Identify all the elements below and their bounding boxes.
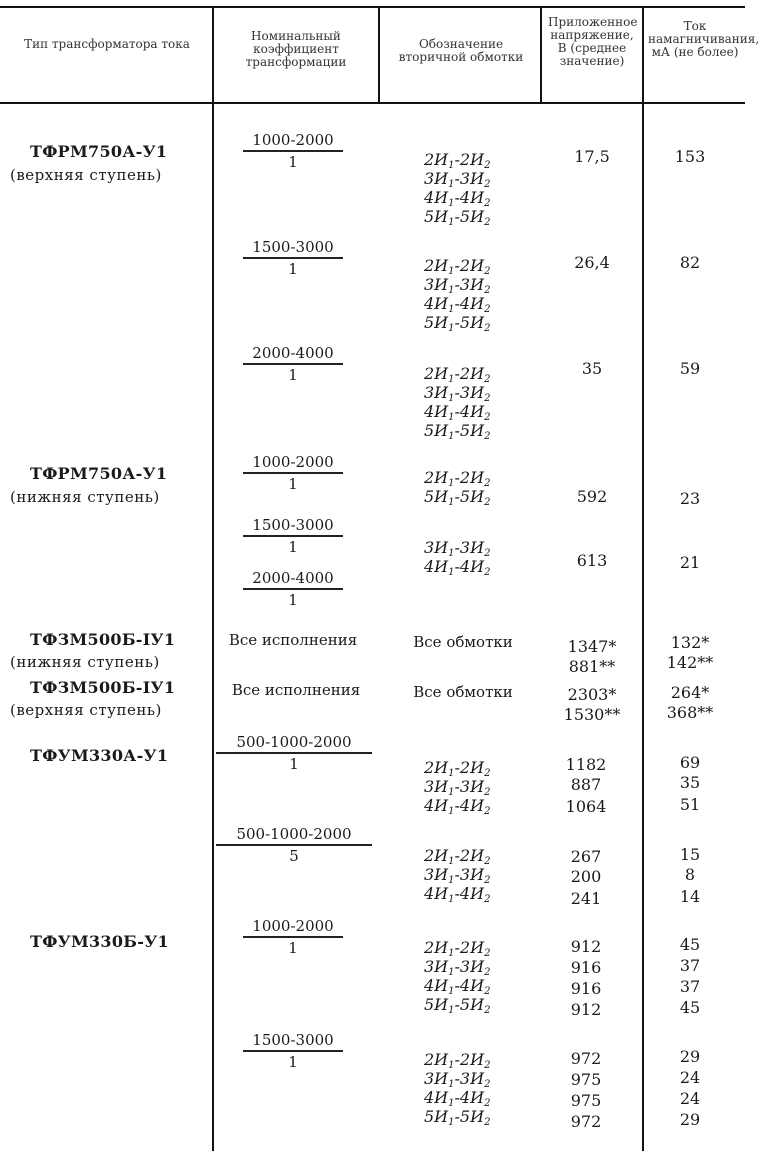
voltage-value: 912 <box>570 1000 602 1019</box>
ratio-denominator: 1 <box>288 365 298 384</box>
ratio-fraction <box>238 130 348 172</box>
all-versions-label: Все исполнения <box>228 631 358 649</box>
ratio-numerator: 1500-3000 <box>252 238 334 256</box>
ratio-denominator: 1 <box>288 474 298 493</box>
current-value: 35 <box>679 773 701 792</box>
header-bottom-rule <box>0 102 745 104</box>
transformer-type: ТФУМ330Б-У1 <box>30 932 169 951</box>
current-value: 37 <box>679 977 701 996</box>
ratio-numerator: 2000-4000 <box>252 569 334 587</box>
voltage-value: 613 <box>576 551 608 570</box>
transformer-stage: (верхняя ступень) <box>10 166 162 184</box>
current-value: 8 <box>684 865 696 884</box>
winding-list: $2И_1-2И_2$ $5И_1-5И_2$ <box>424 468 491 508</box>
voltage-value: 267 <box>570 847 602 866</box>
current-value: 51 <box>679 795 701 814</box>
transformer-stage: (нижняя ступень) <box>10 653 160 671</box>
voltage-value: 975 <box>570 1091 602 1110</box>
winding-list: $2И_1-2И_2$ $3И_1-3И_2$ $4И_1-4И_2$ <box>424 758 491 817</box>
all-windings-label: Все обмотки <box>413 683 513 701</box>
voltage-value: 2303* <box>567 685 617 704</box>
transformer-type: ТФРМ750А-У1 <box>30 464 168 483</box>
ratio-fraction <box>238 916 348 958</box>
voltage-value: 916 <box>570 958 602 977</box>
ratio-fraction <box>238 568 348 610</box>
ratio-denominator: 1 <box>288 1052 298 1071</box>
voltage-value: 17,5 <box>574 147 610 166</box>
winding-list: $2И_1-2И_2$ $3И_1-3И_2$ $4И_1-4И_2$ $5И_1-5И_2$ <box>424 364 491 442</box>
winding-list: $2И_1-2И_2$ $3И_1-3И_2$ $4И_1-4И_2$ $5И_1-5И_2$ <box>424 150 491 228</box>
header-current: Ток намагничивания, мА (не более) <box>648 19 759 59</box>
ratio-fraction <box>238 452 348 494</box>
voltage-value: 972 <box>570 1049 602 1068</box>
column-divider <box>378 8 380 102</box>
current-value: 264* <box>670 683 710 702</box>
ratio-denominator: 1 <box>288 152 298 171</box>
current-value: 37 <box>679 956 701 975</box>
voltage-value: 1064 <box>565 797 607 816</box>
ratio-denominator: 1 <box>288 938 298 957</box>
ratio-numerator: 1000-2000 <box>252 453 334 471</box>
ratio-fraction <box>214 824 374 866</box>
transformer-stage: (нижняя ступень) <box>10 488 160 506</box>
current-value: 45 <box>679 935 701 954</box>
ratio-fraction <box>214 732 374 774</box>
ratio-numerator: 1000-2000 <box>252 917 334 935</box>
voltage-value: 1182 <box>565 755 607 774</box>
header-voltage: Приложенное напряжение, В (среднее значение) <box>548 15 638 68</box>
transformer-type: ТФРМ750А-У1 <box>30 142 168 161</box>
current-value: 368** <box>666 703 714 722</box>
column-divider <box>642 8 644 1151</box>
voltage-value: 881** <box>568 657 616 676</box>
all-versions-label: Все исполнения <box>231 681 361 699</box>
winding-list: $2И_1-2И_2$ $3И_1-3И_2$ $4И_1-4И_2$ <box>424 846 491 905</box>
current-value: 24 <box>679 1089 701 1108</box>
all-windings-label: Все обмотки <box>413 633 513 651</box>
current-value: 153 <box>674 147 706 166</box>
current-value: 15 <box>679 845 701 864</box>
current-value: 82 <box>679 253 701 272</box>
winding-list: $3И_1-3И_2$ $4И_1-4И_2$ <box>424 538 491 578</box>
ratio-numerator: 1000-2000 <box>252 131 334 149</box>
voltage-value: 975 <box>570 1070 602 1089</box>
current-value: 14 <box>679 887 701 906</box>
voltage-value: 26,4 <box>574 253 610 272</box>
transformer-type: ТФУМ330А-У1 <box>30 746 169 765</box>
ratio-numerator: 1500-3000 <box>252 1031 334 1049</box>
current-value: 21 <box>679 553 701 572</box>
voltage-value: 35 <box>581 359 603 378</box>
voltage-value: 1530** <box>563 705 621 724</box>
current-value: 45 <box>679 998 701 1017</box>
transformer-type: ТФЗМ500Б-IУ1 <box>30 630 176 649</box>
header-top-rule <box>0 6 745 8</box>
header-winding: Обозначение вторичной обмотки <box>398 37 524 64</box>
transformer-stage: (верхняя ступень) <box>10 701 162 719</box>
column-divider <box>540 8 542 102</box>
voltage-value: 972 <box>570 1112 602 1131</box>
header-ratio: Номинальный коэффициент трансформации <box>245 29 347 69</box>
current-value: 29 <box>679 1110 701 1129</box>
ratio-numerator: 1500-3000 <box>252 516 334 534</box>
ratio-denominator: 1 <box>289 754 299 773</box>
current-value: 24 <box>679 1068 701 1087</box>
winding-list: $2И_1-2И_2$ $3И_1-3И_2$ $4И_1-4И_2$ $5И_1-5И_2$ <box>424 1050 491 1128</box>
column-divider <box>212 8 214 1151</box>
current-value: 142** <box>666 653 714 672</box>
transformer-type: ТФЗМ500Б-IУ1 <box>30 678 176 697</box>
ratio-denominator: 1 <box>288 259 298 278</box>
winding-list: $2И_1-2И_2$ $3И_1-3И_2$ $4И_1-4И_2$ $5И_1-5И_2$ <box>424 256 491 334</box>
current-value: 132* <box>670 633 710 652</box>
ratio-denominator: 5 <box>289 846 299 865</box>
ratio-fraction <box>238 343 348 385</box>
voltage-value: 916 <box>570 979 602 998</box>
ratio-fraction <box>238 237 348 279</box>
voltage-value: 200 <box>570 867 602 886</box>
header-type: Тип трансформатора тока <box>24 37 190 51</box>
ratio-fraction <box>238 1030 348 1072</box>
voltage-value: 592 <box>576 487 608 506</box>
current-value: 69 <box>679 753 701 772</box>
voltage-value: 887 <box>570 775 602 794</box>
voltage-value: 1347* <box>567 637 617 656</box>
current-value: 29 <box>679 1047 701 1066</box>
ratio-fraction <box>238 515 348 557</box>
ratio-numerator: 2000-4000 <box>252 344 334 362</box>
winding-list: $2И_1-2И_2$ $3И_1-3И_2$ $4И_1-4И_2$ $5И_1-5И_2$ <box>424 938 491 1016</box>
ratio-denominator: 1 <box>288 590 298 609</box>
ratio-numerator: 500-1000-2000 <box>236 733 352 751</box>
ratio-denominator: 1 <box>288 537 298 556</box>
current-value: 23 <box>679 489 701 508</box>
ratio-numerator: 500-1000-2000 <box>236 825 352 843</box>
voltage-value: 912 <box>570 937 602 956</box>
voltage-value: 241 <box>570 889 602 908</box>
current-value: 59 <box>679 359 701 378</box>
